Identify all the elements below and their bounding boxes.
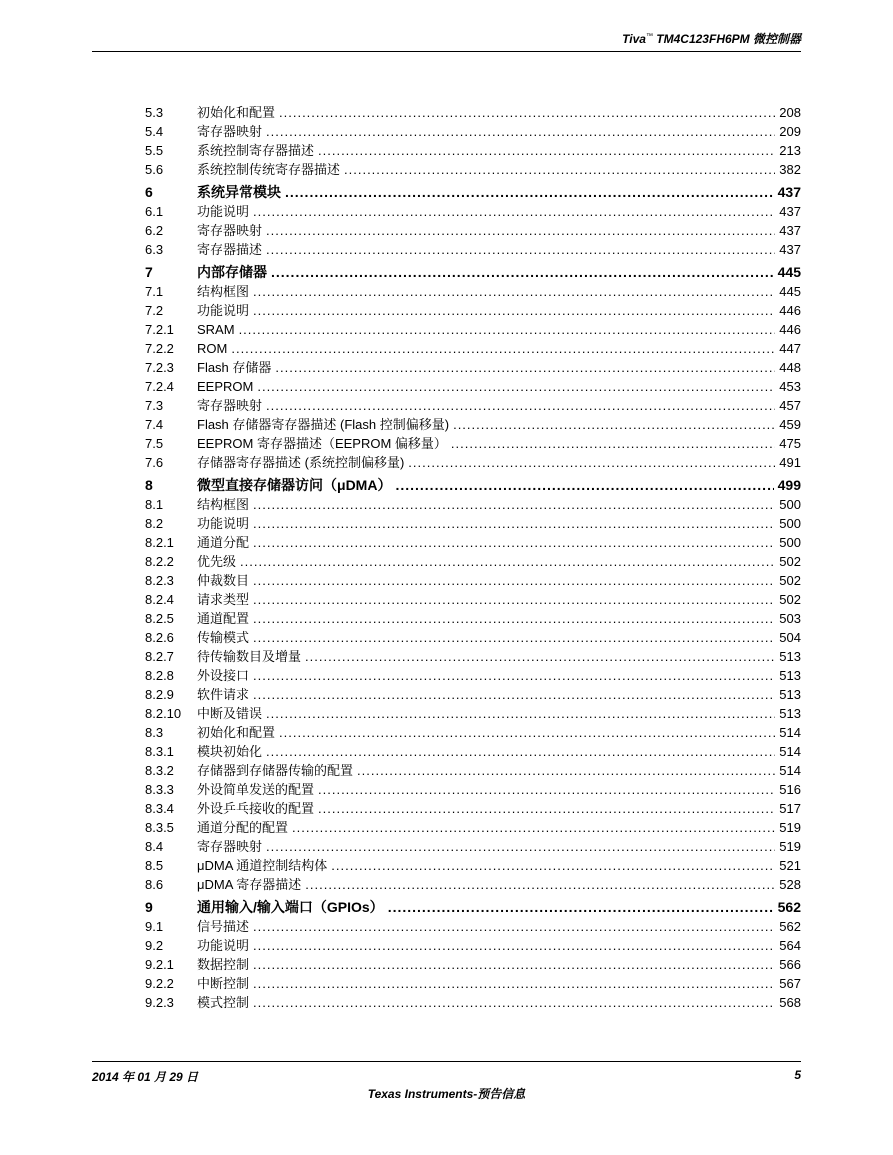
toc-entry[interactable]	[145, 240, 801, 259]
toc-entry-title: 软件请求	[197, 687, 250, 702]
toc-entry[interactable]	[145, 103, 801, 122]
toc-entry[interactable]	[145, 609, 801, 628]
header-divider	[92, 51, 801, 52]
toc-entry-title: SRAM	[197, 322, 235, 337]
toc-entry[interactable]	[145, 377, 801, 396]
toc-entry-number: 8.1	[145, 497, 164, 512]
toc-entry-page: 457	[779, 398, 801, 413]
toc-entry-title: 外设简单发送的配置	[197, 782, 315, 797]
dot-leader	[408, 453, 775, 472]
toc-entry-number: 8.3.3	[145, 782, 174, 797]
toc-entry-number: 7.3	[145, 398, 164, 413]
dot-leader	[266, 837, 775, 856]
toc-entry-number: 8.4	[145, 839, 164, 854]
toc-entry-title: 系统控制传统寄存器描述	[197, 162, 341, 177]
footer-date: 2014 年 01 月 29 日	[92, 1070, 199, 1084]
toc-entry-title: 结构框图	[197, 284, 250, 299]
toc-entry-title: μDMA 寄存器描述	[197, 877, 302, 892]
toc-entry-number: 8	[145, 477, 153, 493]
toc-entry[interactable]	[145, 917, 801, 936]
toc-entry[interactable]	[145, 301, 801, 320]
toc-entry-number: 7.4	[145, 417, 164, 432]
toc-entry[interactable]	[145, 453, 801, 472]
toc-entry-number: 7.2	[145, 303, 164, 318]
toc-entry[interactable]	[145, 396, 801, 415]
toc-entry-title: 存储器寄存器描述 (系统控制偏移量)	[197, 455, 405, 470]
toc-entry-number: 7.2.3	[145, 360, 174, 375]
toc-entry-title: 功能说明	[197, 303, 250, 318]
toc-entry-page: 437	[779, 242, 801, 257]
table-of-contents	[145, 103, 801, 1012]
toc-entry-number: 8.3.4	[145, 801, 174, 816]
toc-entry-number: 8.2.10	[145, 706, 182, 721]
toc-entry-page: 517	[779, 801, 801, 816]
dot-leader	[275, 358, 775, 377]
toc-entry-title: 寄存器映射	[197, 398, 263, 413]
toc-entry-page: 514	[779, 725, 801, 740]
toc-entry[interactable]	[145, 202, 801, 221]
toc-entry-number: 8.3.2	[145, 763, 174, 778]
toc-entry-page: 566	[779, 957, 801, 972]
toc-entry-number: 7.6	[145, 455, 164, 470]
toc-entry-number: 6.2	[145, 223, 164, 238]
toc-entry-title: 系统异常模块	[197, 184, 281, 200]
toc-entry-page: 513	[779, 706, 801, 721]
dot-leader	[285, 183, 774, 202]
toc-entry-title: ROM	[197, 341, 228, 356]
toc-entry-number: 5.4	[145, 124, 164, 139]
toc-entry-title: 通道配置	[197, 611, 250, 626]
toc-entry-page: 209	[779, 124, 801, 139]
toc-entry-page: 459	[779, 417, 801, 432]
toc-entry-page: 382	[779, 162, 801, 177]
toc-entry[interactable]	[145, 552, 801, 571]
toc-entry-page: 446	[779, 322, 801, 337]
trademark-symbol: ™	[645, 33, 653, 40]
toc-entry-title: 寄存器映射	[197, 839, 263, 854]
toc-entry[interactable]	[145, 647, 801, 666]
toc-entry-page: 499	[777, 477, 801, 493]
dot-leader	[344, 160, 775, 179]
toc-entry-title: 待传输数目及增量	[197, 649, 302, 664]
toc-entry-number: 7.2.2	[145, 341, 174, 356]
toc-entry-page: 513	[779, 687, 801, 702]
toc-entry-number: 7.1	[145, 284, 164, 299]
toc-entry-page: 500	[779, 535, 801, 550]
toc-entry-title: 结构框图	[197, 497, 250, 512]
dot-leader	[253, 609, 775, 628]
toc-entry-page: 475	[779, 436, 801, 451]
dot-leader	[271, 263, 774, 282]
toc-entry-page: 445	[777, 264, 801, 280]
toc-entry-title: 存储器到存储器传输的配置	[197, 763, 354, 778]
toc-chapter-entry[interactable]	[145, 183, 801, 202]
toc-entry-title: Flash 存储器	[197, 360, 272, 375]
toc-entry-number: 8.2.5	[145, 611, 174, 626]
toc-entry-page: 519	[779, 820, 801, 835]
dot-leader	[253, 301, 775, 320]
toc-entry-title: 系统控制寄存器描述	[197, 143, 315, 158]
toc-entry-title: 外设接口	[197, 668, 250, 683]
toc-entry-title: 中断及错误	[197, 706, 263, 721]
toc-entry-title: EEPROM 寄存器描述（EEPROM 偏移量）	[197, 436, 447, 451]
dot-leader	[357, 761, 775, 780]
toc-entry-page: 568	[779, 995, 801, 1010]
dot-leader	[279, 723, 775, 742]
toc-entry[interactable]	[145, 533, 801, 552]
toc-entry-title: 通道分配	[197, 535, 250, 550]
toc-entry-number: 7.5	[145, 436, 164, 451]
toc-entry[interactable]	[145, 723, 801, 742]
toc-chapter-entry[interactable]	[145, 476, 801, 495]
toc-entry[interactable]	[145, 590, 801, 609]
toc-entry-page: 437	[779, 204, 801, 219]
toc-entry-page: 513	[779, 649, 801, 664]
toc-entry-page: 447	[779, 341, 801, 356]
toc-entry[interactable]	[145, 856, 801, 875]
dot-leader	[253, 571, 775, 590]
toc-entry-title: 寄存器映射	[197, 124, 263, 139]
toc-entry[interactable]	[145, 685, 801, 704]
toc-entry-number: 6	[145, 184, 153, 200]
toc-entry-number: 6.3	[145, 242, 164, 257]
toc-entry-number: 7.2.1	[145, 322, 174, 337]
toc-entry-page: 562	[779, 919, 801, 934]
toc-entry-number: 6.1	[145, 204, 164, 219]
toc-entry-title: 中断控制	[197, 976, 250, 991]
toc-entry-page: 564	[779, 938, 801, 953]
toc-entry-page: 500	[779, 516, 801, 531]
toc-entry[interactable]	[145, 837, 801, 856]
toc-entry-title: 寄存器映射	[197, 223, 263, 238]
dot-leader	[395, 476, 773, 495]
dot-leader	[266, 221, 775, 240]
dot-leader	[266, 742, 775, 761]
toc-entry[interactable]	[145, 993, 801, 1012]
toc-entry-number: 5.3	[145, 105, 164, 120]
dot-leader	[266, 396, 775, 415]
dot-leader	[253, 202, 775, 221]
toc-entry-number: 5.5	[145, 143, 164, 158]
toc-entry-page: 519	[779, 839, 801, 854]
toc-entry[interactable]	[145, 495, 801, 514]
toc-entry[interactable]	[145, 221, 801, 240]
dot-leader	[292, 818, 775, 837]
footer-divider	[92, 1061, 801, 1062]
toc-entry-page: 445	[779, 284, 801, 299]
toc-entry-page: 514	[779, 763, 801, 778]
toc-entry[interactable]	[145, 799, 801, 818]
toc-entry-number: 8.2.4	[145, 592, 174, 607]
toc-entry-number: 8.3	[145, 725, 164, 740]
toc-entry-number: 9	[145, 899, 153, 915]
toc-entry-title: 模块初始化	[197, 744, 263, 759]
dot-leader	[253, 993, 775, 1012]
toc-entry-number: 7.2.4	[145, 379, 174, 394]
toc-entry-title: EEPROM	[197, 379, 254, 394]
toc-entry-page: 491	[779, 455, 801, 470]
footer-publisher: Texas Instruments-预告信息	[367, 1087, 526, 1101]
footer-page-number: 5	[794, 1068, 801, 1082]
toc-entry[interactable]	[145, 666, 801, 685]
toc-entry-number: 8.2.6	[145, 630, 174, 645]
toc-entry-page: 504	[779, 630, 801, 645]
toc-entry-title: 功能说明	[197, 938, 250, 953]
toc-entry-page: 437	[779, 223, 801, 238]
toc-entry[interactable]	[145, 160, 801, 179]
toc-entry-page: 502	[779, 554, 801, 569]
toc-entry-page: 502	[779, 573, 801, 588]
toc-entry-title: 信号描述	[197, 919, 250, 934]
toc-entry-title: 通用输入/输入端口（GPIOs）	[197, 899, 384, 915]
dot-leader	[253, 514, 775, 533]
toc-entry[interactable]	[145, 742, 801, 761]
toc-entry-page: 437	[777, 184, 801, 200]
toc-entry-number: 8.2.7	[145, 649, 174, 664]
dot-leader	[253, 495, 775, 514]
toc-entry-page: 514	[779, 744, 801, 759]
toc-entry[interactable]	[145, 628, 801, 647]
toc-entry-number: 9.2.1	[145, 957, 174, 972]
toc-entry-number: 9.2.3	[145, 995, 174, 1010]
dot-leader	[253, 685, 775, 704]
toc-entry[interactable]	[145, 320, 801, 339]
toc-entry-title: 数据控制	[197, 957, 250, 972]
dot-leader	[253, 917, 775, 936]
toc-entry-title: 传输模式	[197, 630, 250, 645]
dot-leader	[253, 533, 775, 552]
dot-leader	[388, 898, 774, 917]
toc-entry-number: 8.2.2	[145, 554, 174, 569]
dot-leader	[240, 552, 775, 571]
toc-entry[interactable]	[145, 514, 801, 533]
toc-entry-title: Flash 存储器寄存器描述 (Flash 控制偏移量)	[197, 417, 450, 432]
toc-entry[interactable]	[145, 122, 801, 141]
toc-entry[interactable]	[145, 415, 801, 434]
dot-leader	[253, 628, 775, 647]
toc-entry-page: 208	[779, 105, 801, 120]
toc-entry-title: 通道分配的配置	[197, 820, 289, 835]
toc-entry-number: 9.2.2	[145, 976, 174, 991]
toc-entry-page: 513	[779, 668, 801, 683]
toc-chapter-entry[interactable]	[145, 898, 801, 917]
toc-entry-title: 内部存储器	[197, 264, 267, 280]
toc-entry-number: 8.5	[145, 858, 164, 873]
toc-entry-title: μDMA 通道控制结构体	[197, 858, 328, 873]
toc-entry-title: 初始化和配置	[197, 105, 276, 120]
toc-entry[interactable]	[145, 780, 801, 799]
toc-entry[interactable]	[145, 141, 801, 160]
dot-leader	[257, 377, 775, 396]
toc-entry-page: 502	[779, 592, 801, 607]
dot-leader	[451, 434, 775, 453]
toc-entry-number: 8.6	[145, 877, 164, 892]
dot-leader	[253, 666, 775, 685]
toc-entry-title: 寄存器描述	[197, 242, 263, 257]
dot-leader	[253, 974, 775, 993]
toc-entry-number: 8.3.5	[145, 820, 174, 835]
toc-entry-page: 562	[777, 899, 801, 915]
toc-entry-page: 453	[779, 379, 801, 394]
toc-entry[interactable]	[145, 571, 801, 590]
toc-entry-page: 516	[779, 782, 801, 797]
toc-entry-page: 448	[779, 360, 801, 375]
dot-leader	[253, 282, 775, 301]
dot-leader	[266, 240, 775, 259]
toc-chapter-entry[interactable]	[145, 263, 801, 282]
toc-entry-page: 503	[779, 611, 801, 626]
toc-entry-title: 初始化和配置	[197, 725, 276, 740]
dot-leader	[266, 704, 775, 723]
dot-leader	[253, 955, 775, 974]
toc-entry-title: 功能说明	[197, 204, 250, 219]
dot-leader	[253, 936, 775, 955]
toc-entry-number: 8.2	[145, 516, 164, 531]
toc-entry[interactable]	[145, 358, 801, 377]
toc-entry-title: 功能说明	[197, 516, 250, 531]
dot-leader	[266, 122, 775, 141]
toc-entry[interactable]	[145, 282, 801, 301]
toc-entry[interactable]	[145, 818, 801, 837]
dot-leader	[253, 590, 775, 609]
toc-entry-page: 213	[779, 143, 801, 158]
header-title: TM4C123FH6PM 微控制器	[656, 32, 801, 46]
dot-leader	[318, 141, 775, 160]
toc-entry-number: 8.2.8	[145, 668, 174, 683]
toc-entry-page: 567	[779, 976, 801, 991]
dot-leader	[239, 320, 776, 339]
dot-leader	[453, 415, 775, 434]
toc-entry-title: 模式控制	[197, 995, 250, 1010]
header-brand: Tiva	[622, 32, 646, 46]
toc-entry[interactable]	[145, 339, 801, 358]
toc-entry-title: 请求类型	[197, 592, 250, 607]
dot-leader	[305, 875, 775, 894]
toc-entry-number: 8.3.1	[145, 744, 174, 759]
dot-leader	[318, 799, 775, 818]
toc-entry-number: 8.2.9	[145, 687, 174, 702]
toc-entry-title: 微型直接存储器访问（μDMA）	[197, 477, 392, 493]
toc-entry-title: 仲裁数目	[197, 573, 250, 588]
toc-entry-title: 外设乒乓接收的配置	[197, 801, 315, 816]
page-header	[622, 30, 801, 47]
toc-entry-page: 446	[779, 303, 801, 318]
toc-entry-number: 9.1	[145, 919, 164, 934]
toc-entry-page: 521	[779, 858, 801, 873]
toc-entry-number: 7	[145, 264, 153, 280]
toc-entry[interactable]	[145, 704, 801, 723]
toc-entry[interactable]	[145, 761, 801, 780]
toc-entry-number: 8.2.1	[145, 535, 174, 550]
toc-entry-page: 500	[779, 497, 801, 512]
toc-entry-number: 9.2	[145, 938, 164, 953]
toc-entry[interactable]	[145, 434, 801, 453]
dot-leader	[279, 103, 775, 122]
dot-leader	[318, 780, 775, 799]
toc-entry[interactable]	[145, 875, 801, 894]
dot-leader	[331, 856, 775, 875]
toc-entry-number: 8.2.3	[145, 573, 174, 588]
toc-entry-title: 优先级	[197, 554, 237, 569]
toc-entry[interactable]	[145, 974, 801, 993]
toc-entry[interactable]	[145, 936, 801, 955]
dot-leader	[305, 647, 775, 666]
toc-entry-page: 528	[779, 877, 801, 892]
toc-entry[interactable]	[145, 955, 801, 974]
toc-entry-number: 5.6	[145, 162, 164, 177]
dot-leader	[231, 339, 775, 358]
